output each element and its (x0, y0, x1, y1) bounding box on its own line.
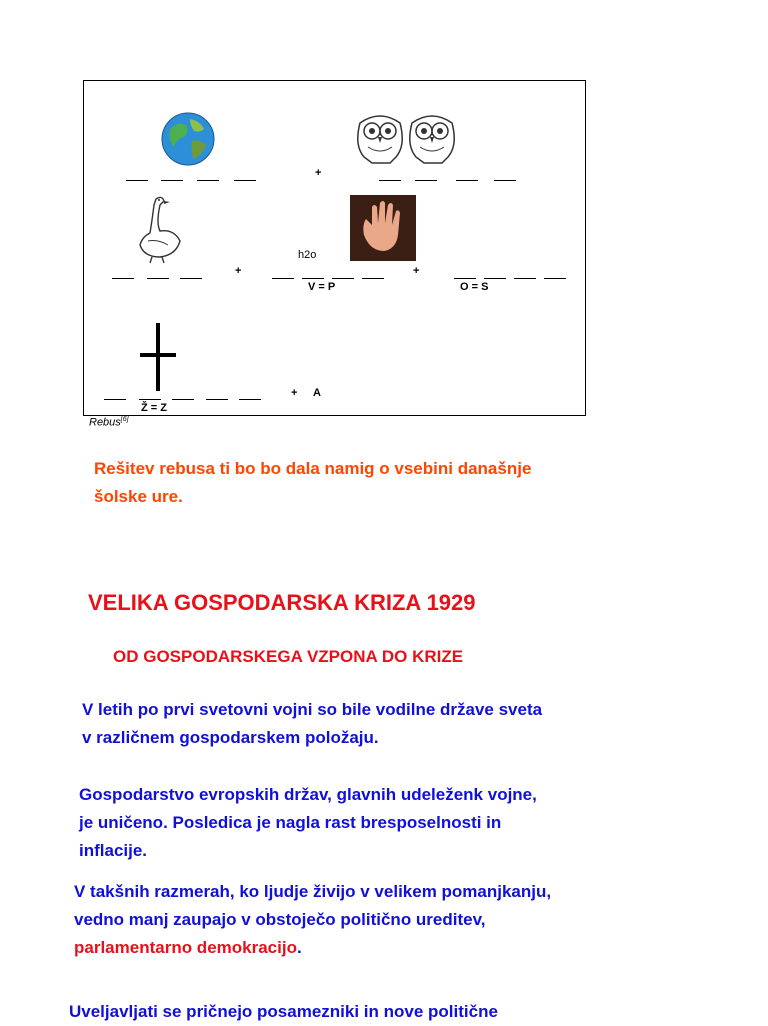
rebus-box (83, 80, 586, 416)
intro-text-line: šolske ure. (94, 487, 183, 506)
paragraph-1 (82, 696, 542, 752)
paragraph-line: V takšnih razmerah, ko ljudje živijo v velikem pomanjkanju, (74, 882, 552, 901)
paragraph-line: V letih po prvi svetovni vojni so bile vodilne države sveta (82, 700, 543, 719)
paragraph-line: parlamentarno demokracijo. (74, 938, 302, 957)
hint-o-s: O = S (460, 281, 489, 293)
rebus-caption: Rebus[6] (89, 416, 129, 429)
paragraph-line: vedno manj zaupajo v obstoječo politično ureditev, (74, 910, 486, 929)
h2o-label: h2o (298, 249, 317, 261)
plus-sign: + (235, 265, 242, 277)
intro-text (94, 455, 694, 511)
page-subtitle: OD GOSPODARSKEGA VZPONA DO KRIZE (113, 647, 464, 666)
paragraph-3 (74, 878, 551, 962)
paragraph-line: Gospodarstvo evropskih držav, glavnih udeleženk vojne, (79, 785, 537, 804)
plus-sign: + (315, 167, 322, 179)
owl-icon (350, 111, 410, 167)
page-title: VELIKA GOSPODARSKA KRIZA 1929 (88, 590, 476, 615)
hint-v-p: V = P (308, 281, 336, 293)
paragraph-line: v različnem gospodarskem položaju. (82, 728, 379, 747)
paragraph-line: je uničeno. Posledica je nagla rast bresposelnosti in (79, 813, 502, 832)
highlight-text: parlamentarno demokracijo (74, 938, 297, 957)
paragraph-4 (69, 998, 498, 1026)
intro-text-line: Rešitev rebusa ti bo bo dala namig o vsebini današnje (94, 459, 532, 478)
hint-z: Ž = Z (141, 402, 167, 414)
owl-icon (402, 111, 462, 167)
plus-sign: + (413, 265, 420, 277)
goose-icon (134, 193, 186, 265)
paragraph-line: Uveljavljati se pričnejo posamezniki in nove politične (69, 1002, 498, 1021)
cross-icon (136, 321, 180, 393)
rebus-caption-sup: [6] (120, 416, 129, 423)
letter-a: A (313, 387, 321, 399)
globe-icon (160, 111, 216, 167)
plus-sign: + (291, 387, 298, 399)
paragraph-line: inflacije. (79, 841, 148, 860)
paragraph-2 (79, 781, 537, 865)
hand-image (350, 195, 416, 261)
